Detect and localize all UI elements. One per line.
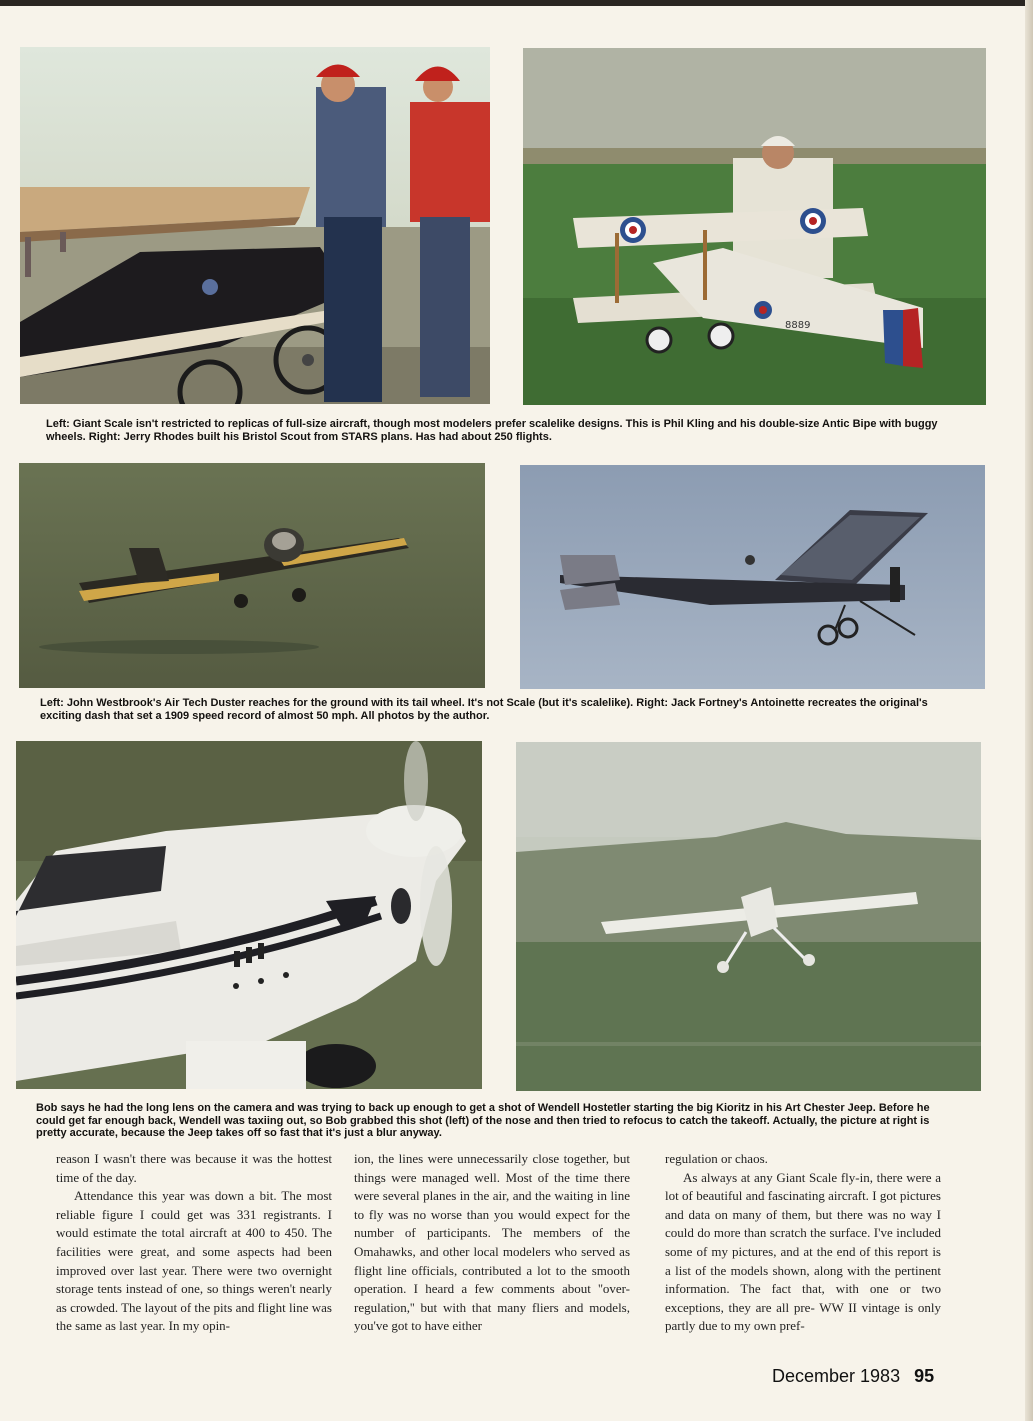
body-column-1 [56,1150,332,1336]
caption-row3: Bob says he had the long lens on the camera and was trying to back up enough to get a shot of Wendell Hostetler starting the big Kioritz in his Art Chester Jeep. Before he could get far enough back, Wendell was taxiing out, so Bob grabbed this shot (left) of the nose and then tried to refocus to catch the takeoff. Actually, the picture at right is pretty accurate, because the Jeep takes off so fast that it's just a blur anyway. [36,1102,930,1139]
caption-row1: Left: Giant Scale isn't restricted to replicas of full-size aircraft, though most modelers prefer scalelike designs. This is Phil Kling and his double-size Antic Bipe with buggy wheels. Right: Jerry Rhodes built his Bristol Scout from STARS plans. Has had about 250 flights. [46,418,938,443]
body-paragraph: ion, the lines were unnecessarily close together, but things were managed well. Most of the time there were several planes in the air, and the waiting in line to fly was no worse than you would expect for the number of participants. The members of the Omahawks, and other local modelers who served as flight line officials, contributed a lot to the smooth operation. I heard a few comments about ''over-regulation,'' but with that many fliers and models, you've got to have either [354,1151,630,1334]
body-paragraph: Attendance this year was down a bit. The most reliable figure I could get was 331 registrants. I would estimate the total aircraft at 400 to 450. The facilities were great, and some aspects had been improved over last year. There were two overnight storage tents instead of one, so things weren't nearly as crowded. The layout of the pits and flight line was the same as last year. In my opin- [56,1188,332,1334]
body-column-2 [354,1150,630,1336]
photo-bristol-scout [523,48,986,405]
body-paragraph: As always at any Giant Scale fly-in, there were a lot of beautiful and fascinating aircraft. I got pictures and data on many of them, but there was no way I could do more than scratch the surface. I've included some of my pictures, and at the end of this report is a list of the models shown, along with the pertinent information. The fact that, with one or two exceptions, they are all pre- WW II vintage is only partly due to my own pref- [665,1169,941,1334]
photo-jeep-takeoff [516,742,981,1091]
page-top-edge [0,0,1033,6]
caption-row2: Left: John Westbrook's Air Tech Duster reaches for the ground with its tail wheel. It's not Scale (but it's scalelike). Right: Jack Fortney's Antoinette recreates the original's exciting dash that set a 1909 speed record of almost 50 mph. All photos by the author. [40,697,928,722]
body-paragraph: regulation or chaos. [665,1151,768,1166]
photo-jeep-nose [16,741,482,1089]
page-right-edge [1025,0,1033,1421]
photo-antoinette [520,465,985,689]
page-footer [772,1366,934,1387]
photo-serial-text: 8889 [785,320,811,331]
issue-date: December 1983 [772,1366,901,1386]
page-number: 95 [914,1366,935,1386]
photo-air-tech-duster [19,463,485,688]
body-column-3 [665,1150,941,1336]
photo-antic-bipe [20,47,490,404]
body-paragraph: reason I wasn't there was because it was the hottest time of the day. [56,1151,332,1185]
